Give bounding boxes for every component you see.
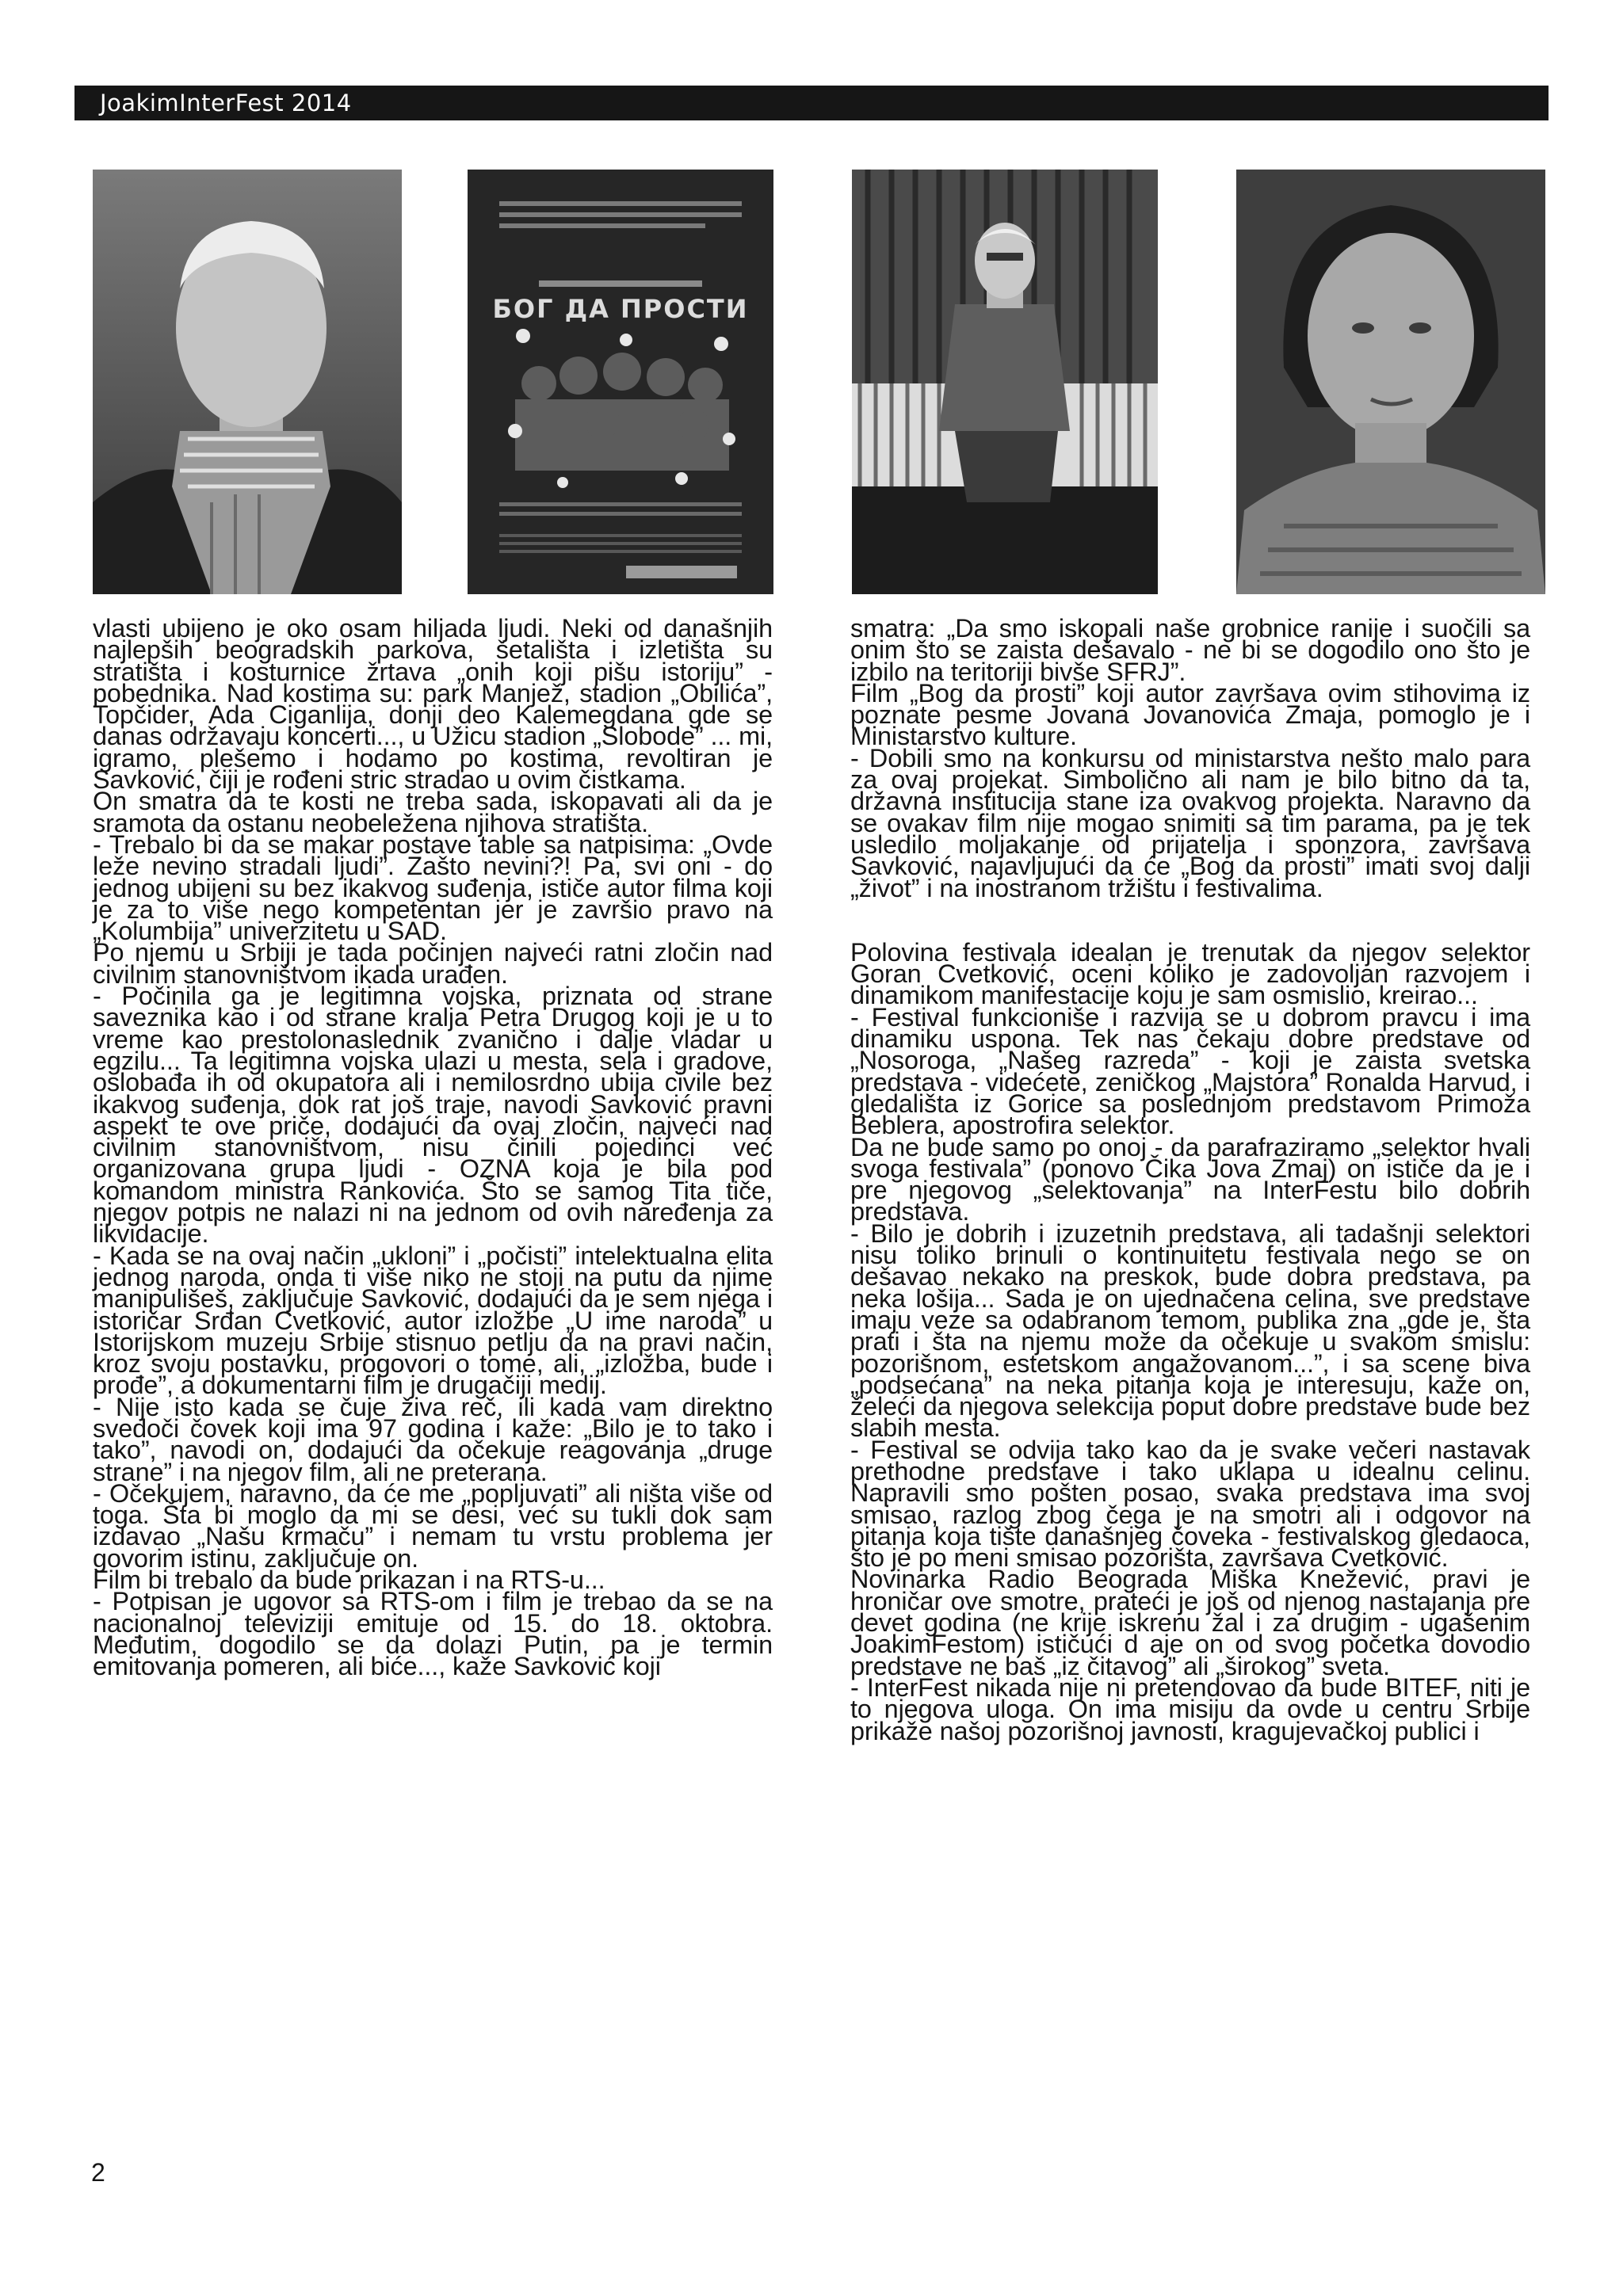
paragraph: Novinarka Radio Beograda Miška Knežević, pravi je hroničar ove smotre, prateći je još od njenog nastajanja pre devet godina (ne krije iskrenu žal i za drugim - ugašenim JoakimFestom) ističući d aje on od svog početka dovodio predstave ne baš „iz čitavog” ali „širokog” sveta. (850, 1565, 1530, 1680)
paragraph: - Potpisan je ugovor sa RTS-om i film je trebao da se na nacionalnoj televiziji emituje od 15. do 18. oktobra. Međutim, dogodilo se da dolazi Putin, pa je termin emitovanja pomeren, ali biće..., kaže Savković koji (93, 1587, 773, 1681)
paragraph: - Očekujem, naravno, da će me „popljuvati” ali ništa više od toga. Šta bi moglo da mi se desi, već su tukli dok sam izdavao „Našu krmaču” i nemam tu vrstu problema jer govorim istinu, zaključuje on. (93, 1478, 773, 1573)
paragraph: smatra: „Da smo iskopali naše grobnice ranije i suočili sa onim što se zaista dešavalo - ne bi se dogodilo ono što je izbilo na teritoriji bivše SFRJ”. (850, 614, 1530, 686)
photo-elderly-man-on-sofa (852, 170, 1158, 594)
paragraph: - Festival funkcioniše i razvija se u dobrom pravcu i ima dinamiku uspona. Tek nas čekaju dobre predstave od „Nosoroga, „Našeg razreda” - koji je zaista svetska predstava - videćete, zeničkog „Majstora” Ronalda Harvud, i gledališta iz Gorice sa poslednjom predstavom Primoža Beblera, apostrofira selektor. (850, 1002, 1530, 1140)
article-right-column (850, 614, 1530, 1745)
paragraph: Da ne bude samo po onoj - da parafraziramo „selektor hvali svoga festivala” (ponovo Čika Jova Zmaj) on ističe da je i pre njegovog „selektovanja” na InterFestu bilo dobrih predstava. (850, 1132, 1530, 1226)
paragraph: - Festival se odvija tako kao da je svake večeri nastavak prethodne predstave i tako uklapa u idealnu celinu. Napravili smo pošten posao, svaka predstava ima svoj smisao, razlog zbog čega je na smotri ali i odgovor na pitanja koja tište današnjeg čoveka - festivalskog gledaoca, što je po meni smisao pozorišta, završava Cvetković. (850, 1435, 1530, 1573)
photo-woman-portrait (1236, 170, 1545, 594)
paragraph: Polovina festivala idealan je trenutak da njegov selektor Goran Cvetković, oceni koliko je zadovoljan razvojem i dinamikom manifestacije koju je sam osmislio, kreirao... (850, 937, 1530, 1010)
page-number: 2 (91, 2158, 105, 2187)
paragraph: - Nije isto kada se čuje živa reč, ili kada vam direktno svedoči čovek koji ima 97 godina i kaže: „Bilo je to tako i tako”, navodi on, dodajući da očekuje reagovanja „druge strane” i na njegov film, ali ne preterana. (93, 1392, 773, 1486)
paragraph: Po njemu u Srbiji je tada počinjen najveći ratni zločin nad civilnim stanovništvom ikada urađen. (93, 938, 773, 989)
paragraph: - Kada se na ovaj način „ukloni” i „počisti” intelektualna elita jednog naroda, onda ti više niko ne stoji na putu da njime manipulišeš, zaključuje Savković, dodajući da je sem njega i istoričar Srđan Cvetković, autor izložbe „U ime naroda” u Istorijskom muzeju Srbije stisnuo petlju da na pravi način, kroz svoju postavku, progovori o tome, ali, „izložba, bude i prođe”, a dokumentarni film je drugačiji medij. (93, 1241, 773, 1400)
paragraph: - Trebalo bi da se makar postave table sa natpisima: „Ovde leže nevino stradali ljudi”. Zašto nevini?! Pa, svi oni - do jednog ubijeni su bez ikakvog suđenja, ističe autor filma koji je za to više nego kompetentan jer je završio pravo na „Kolumbija” univerzitetu u SAD. (93, 830, 773, 946)
paragraph: vlasti ubijeno je oko osam hiljada ljudi. Neki od današnjih najlepših beogradskih parkova, šetališta i izletišta su stratišta i kosturnice žrtava „onih koji pišu istoriju” - pobednika. Nad kostima su: park Manjež, stadion „Obilića”, Topčider, Ada Ciganlija, donji deo Kalemegdana gde se danas održavaju koncerti..., u Užicu stadion „Slobode” ... mi, igramo, plešemo i hodamo po kostima, revoltiran je Savković, čiji je rođeni stric stradao u ovim čistkama. (93, 614, 773, 795)
paragraph-spacer (850, 899, 1530, 921)
paragraph: - Dobili smo na konkursu od ministarstva nešto malo para za ovaj projekat. Simbolično ali nam je bilo bitno da ta, državna institucija stane iza ovakvog projekta. Naravno da se ovakav film nije mogao snimiti sa tim parama, pa je tek usledilo moljakanje od prijatelja i sponzora, završava Savković, najavljujući da će „Bog da prosti” imati svoj dalji „život” i na inostranom tržištu i festivalima. (850, 743, 1530, 902)
movie-poster-bog-da-prosti (468, 170, 773, 594)
paragraph: Film „Bog da prosti” koji autor završava ovim stihovima iz poznate pesme Jovana Jovanovića Zmaja, pomoglo je i Ministarstvo kulture. (850, 678, 1530, 751)
article-left-column (93, 614, 773, 1681)
paragraph: - Počinila ga je legitimna vojska, priznata od strane saveznika kao i od strane kralja Petra Drugog koji je u to vreme kao prestolonaslednik zvanično i dalje vladar u egzilu... Ta legitimna vojska ulazi u mesta, sela i gradove, oslobađa ih od okupatora ali i nemilosrdno ubija civile bez ikakvog suđenja, dok rat još traje, navodi Savković pravni aspekt te ove priče, dodajući da ovaj zločin, najveći nad civilnim stanovništvom, nisu činili pojedinci već organizovana grupa ljudi - OZNA koja je bila pod komandom ministra Rankovića. Što se samog Tita tiče, njegov potpis ne nalazi ni na jednom od ovih naređenja za likvidacije. (93, 982, 773, 1249)
header-bar (74, 86, 1549, 120)
paragraph: - Bilo je dobrih i izuzetnih predstava, ali tadašnji selektori nisu toliko brinuli o kontinuitetu festivala nego se on dešavao nekako na preskok, bude dobra predstava, pa neka lošija... Sada je on ujednačena celina, sve predstave imaju veze sa odabranom temom, publika zna „gde je, šta prati i šta na njemu može da očekuje u svakom smislu: pozorišnom, estetskom angažovanom...”, i sa scene biva „podsećana” na neka pitanja koja je interesuju, kaže on, želeći da njegova selekcija poput dobre predstave bude bez slabih mesta. (850, 1219, 1530, 1443)
paragraph: Film bi trebalo da bude prikazan i na RTS-u... (93, 1566, 605, 1595)
paragraph: On smatra da te kosti ne treba sada, iskopavati ali da je sramota da ostanu neobeležena njihova stratišta. (93, 787, 773, 837)
publication-title: JoakimInterFest 2014 (100, 90, 352, 116)
photo-man-with-scarf (93, 170, 402, 594)
poster-title: БОГ ДА ПРОСТИ (492, 294, 749, 324)
paragraph: - InterFest nikada nije ni pretendovao da bude BITEF, niti je to njegova uloga. On ima misiju da ovde u centru Srbije prikaže našoj pozorišnoj javnosti, kragujevačkoj publici i (850, 1672, 1530, 1745)
